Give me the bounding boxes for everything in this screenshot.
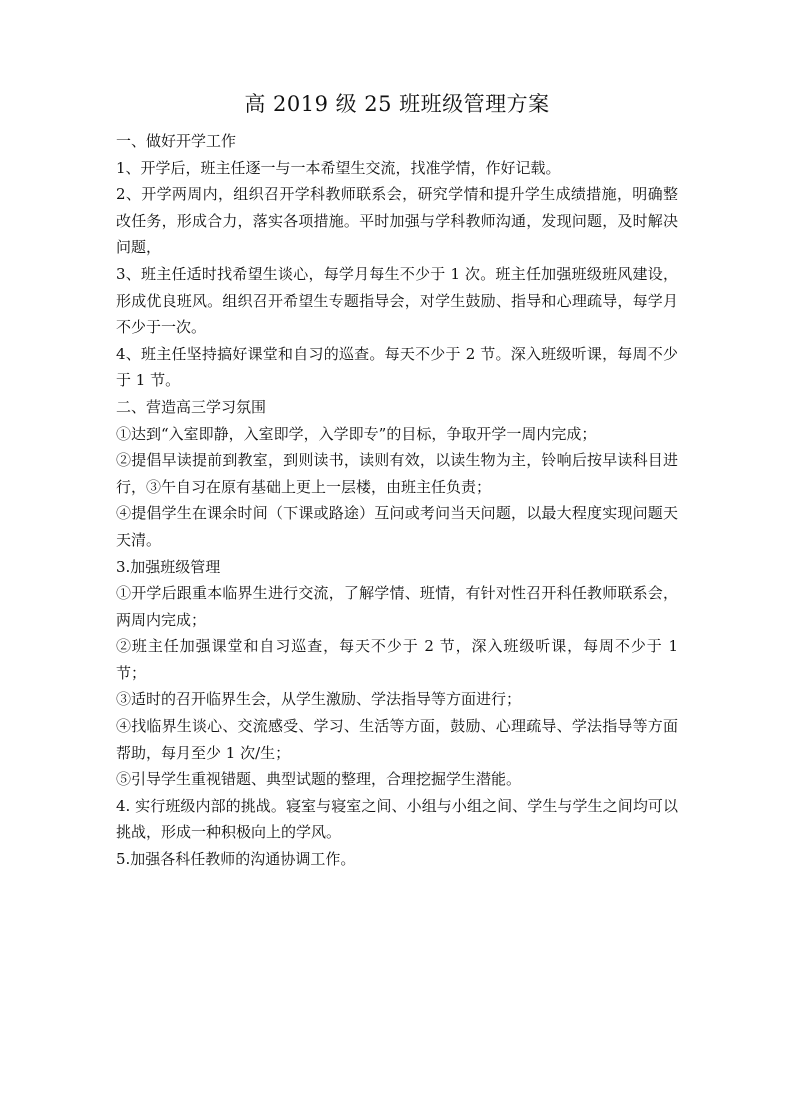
paragraph-management-4: ④找临界生谈心、交流感受、学习、生活等方面，鼓励、心理疏导、学法指导等方面帮助，每月至少 1 次/生；	[116, 717, 678, 762]
paragraph-management-1: ①开学后跟重本临界生进行交流，了解学情、班情，有针对性召开科任教师联系会，两周内完成；	[116, 584, 678, 629]
section-heading-atmosphere: 二、营造高三学习氛围	[116, 397, 267, 416]
paragraph-management-2: ②班主任加强课堂和自习巡查，每天不少于 2 节，深入班级听课，每周不少于 1 节；	[116, 637, 678, 682]
paragraph-circled-2-3: ②提倡早读提前到教室，到则读书，读则有效，以读生物为主，铃响后按早读科目进行，③午自习在原有基础上更上一层楼，由班主任负责；	[116, 451, 678, 496]
paragraph-teacher-coordination: 5.加强各科任教师的沟通协调工作。	[116, 850, 356, 869]
paragraph-item-1: 1、开学后，班主任逐一与一本希望生交流，找准学情，作好记载。	[116, 158, 561, 177]
paragraph-circled-1: ①达到“入室即静，入室即学，入学即专”的目标，争取开学一周内完成；	[116, 424, 597, 443]
document-title: 高 2019 级 25 班班级管理方案	[244, 92, 550, 116]
paragraph-management-3: ③适时的召开临界生会，从学生激励、学法指导等方面进行；	[116, 690, 522, 709]
paragraph-item-2: 2、开学两周内，组织召开学科教师联系会，研究学情和提升学生成绩措施，明确整改任务，形成合力，落实各项措施。平时加强与学科教师沟通，发现问题，及时解决问题，	[116, 185, 678, 257]
paragraph-circled-4: ④提倡学生在课余时间（下课或路途）互问或考问当天问题，以最大程度实现问题天天清。	[116, 504, 678, 549]
paragraph-item-3: 3、班主任适时找希望生谈心，每学月每生不少于 1 次。班主任加强班级班风建设，形成优良班风。组织召开希望生专题指导会，对学生鼓励、指导和心理疏导，每学月不少于一次。	[116, 264, 678, 337]
section-heading-class-management: 3.加强班级管理	[116, 557, 221, 576]
paragraph-item-4: 4、班主任坚持搞好课堂和自习的巡查。每天不少于 2 节。深入班级听课，每周不少于 1 节。	[116, 344, 678, 390]
paragraph-challenge: 4. 实行班级内部的挑战。寝室与寝室之间、小组与小组之间、学生与学生之间均可以挑战，形成一种积极向上的学风。	[116, 796, 678, 842]
section-heading-start-work: 一、做好开学工作	[116, 132, 237, 150]
paragraph-management-5: ⑤引导学生重视错题、典型试题的整理，合理挖掘学生潜能。	[116, 770, 522, 789]
document-body	[116, 128, 678, 873]
